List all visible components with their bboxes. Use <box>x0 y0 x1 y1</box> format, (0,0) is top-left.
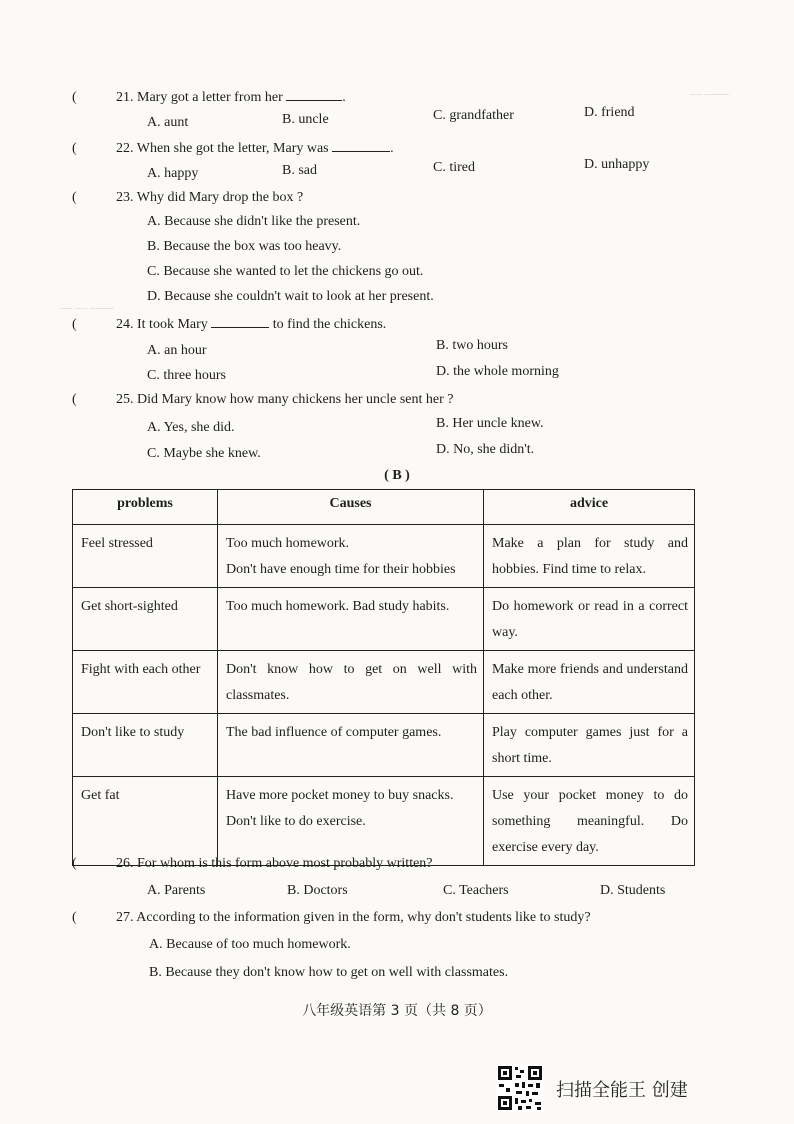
bleed-through-mark: — — —— <box>60 300 114 314</box>
question-24: ( 24. It took Mary to find the chickens. <box>72 317 387 332</box>
scanner-watermark-label: 扫描全能王 创建 <box>556 1080 688 1101</box>
option[interactable]: A. aunt <box>147 115 189 130</box>
option[interactable]: D. Students <box>600 883 666 898</box>
question-25: ( 25. Did Mary know how many chickens her uncle sent her ? <box>72 392 454 407</box>
option[interactable]: B. Doctors <box>287 883 348 898</box>
column-header-advice: advice <box>484 490 695 525</box>
option[interactable]: A. happy <box>147 166 199 181</box>
option[interactable]: C. grandfather <box>433 108 514 123</box>
question-27: ( 27. According to the information given in the form, why don't students like to study? <box>72 910 591 925</box>
answer-blank[interactable] <box>286 88 342 101</box>
problem-cell: Get fat <box>73 777 218 866</box>
cause-line: Have more pocket money to buy snacks. <box>226 788 454 803</box>
option[interactable]: C. tired <box>433 160 475 175</box>
bleed-through-mark: — —— <box>690 86 729 100</box>
cause-line: Too much homework. <box>226 536 350 551</box>
causes-cell <box>218 651 484 714</box>
option[interactable]: A. Because of too much homework. <box>149 937 351 952</box>
section-title-b: ( B ) <box>384 468 410 483</box>
table-row <box>73 588 695 651</box>
advice-cell: Play computer games just for a short time. <box>484 714 695 777</box>
answer-blank[interactable] <box>332 139 390 152</box>
option[interactable]: B. uncle <box>282 112 329 127</box>
problem-cell: Fight with each other <box>73 651 218 714</box>
causes-cell <box>218 777 484 866</box>
qr-code-icon <box>496 1064 544 1112</box>
question-21: ( 21. Mary got a letter from her . <box>72 90 346 105</box>
cause-line: Don't have enough time for their hobbies <box>226 562 456 577</box>
causes-cell <box>218 525 484 588</box>
causes-cell <box>218 588 484 651</box>
option[interactable]: D. No, she didn't. <box>436 442 535 457</box>
advice-cell: Use your pocket money to do something meaningful. Do exercise every day. <box>484 777 695 866</box>
question-23: ( 23. Why did Mary drop the box ? <box>72 190 304 205</box>
option[interactable]: A. Yes, she did. <box>147 420 235 435</box>
option[interactable]: C. three hours <box>147 368 226 383</box>
option[interactable]: D. the whole morning <box>436 364 559 379</box>
column-header-problems: problems <box>73 490 218 525</box>
advice-cell: Do homework or read in a correct way. <box>484 588 695 651</box>
option[interactable]: D. friend <box>584 105 635 120</box>
cause-line: Don't like to do exercise. <box>226 814 366 829</box>
cause-line: The bad influence of computer games. <box>226 725 442 740</box>
advice-form-table <box>72 489 695 866</box>
problem-cell: Don't like to study <box>73 714 218 777</box>
option[interactable]: A. Because she didn't like the present. <box>147 214 361 229</box>
advice-cell: Make more friends and understand each other. <box>484 651 695 714</box>
option[interactable]: C. Maybe she knew. <box>147 446 261 461</box>
option[interactable]: D. Because she couldn't wait to look at her present. <box>147 289 434 304</box>
option[interactable]: A. Parents <box>147 883 206 898</box>
column-header-causes: Causes <box>218 490 484 525</box>
page-footer: 八年级英语第 3 页（共 8 页） <box>302 1003 492 1019</box>
table-row <box>73 714 695 777</box>
question-26: ( 26. For whom is this form above most probably written? <box>72 856 433 871</box>
option[interactable]: B. Because they don't know how to get on well with classmates. <box>149 965 509 980</box>
option[interactable]: B. two hours <box>436 338 508 353</box>
problem-cell: Feel stressed <box>73 525 218 588</box>
option[interactable]: A. an hour <box>147 343 207 358</box>
question-22: ( 22. When she got the letter, Mary was . <box>72 141 394 156</box>
option[interactable]: B. Because the box was too heavy. <box>147 239 342 254</box>
causes-cell <box>218 714 484 777</box>
option[interactable]: D. unhappy <box>584 157 650 172</box>
advice-cell: Make a plan for study and hobbies. Find time to relax. <box>484 525 695 588</box>
option[interactable]: B. Her uncle knew. <box>436 416 544 431</box>
cause-line: Too much homework. Bad study habits. <box>226 599 450 614</box>
table-row <box>73 651 695 714</box>
cause-line: Don't know how to get on well with classmates. <box>226 662 477 703</box>
option[interactable]: C. Because she wanted to let the chickens go out. <box>147 264 424 279</box>
table-row <box>73 777 695 866</box>
option[interactable]: B. sad <box>282 163 317 178</box>
answer-blank[interactable] <box>211 315 269 328</box>
problem-cell: Get short-sighted <box>73 588 218 651</box>
table-row <box>73 525 695 588</box>
option[interactable]: C. Teachers <box>443 883 509 898</box>
